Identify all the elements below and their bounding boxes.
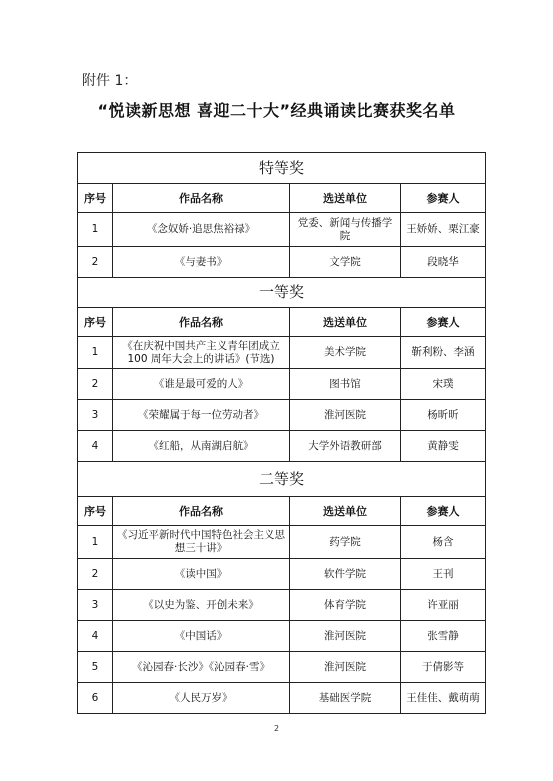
- participant: 许亚丽: [401, 590, 486, 621]
- submitting-unit: 体育学院: [290, 590, 401, 621]
- work-title: 《荣耀属于每一位劳动者》: [113, 400, 290, 431]
- section-header-second: [78, 462, 486, 497]
- participant: 黄静雯: [401, 431, 486, 462]
- column-header-number: 序号: [78, 308, 113, 337]
- row-number: 3: [78, 400, 113, 431]
- row-number: 4: [78, 621, 113, 652]
- column-header-unit: 选送单位: [290, 184, 401, 213]
- work-title: 《谁是最可爱的人》: [113, 369, 290, 400]
- column-header-row: [78, 497, 486, 526]
- work-title: 《在庆祝中国共产主义青年团成立 100 周年大会上的讲话》(节选): [113, 337, 290, 369]
- submitting-unit: 党委、新闻与传播学院: [290, 213, 401, 247]
- section-title: 一等奖: [78, 278, 486, 308]
- row-number: 2: [78, 247, 113, 278]
- table-row: [78, 559, 486, 590]
- work-title: 《读中国》: [113, 559, 290, 590]
- table-row: [78, 247, 486, 278]
- participant: 王刊: [401, 559, 486, 590]
- section-title: 二等奖: [78, 462, 486, 497]
- work-title: 《念奴娇·追思焦裕禄》: [113, 213, 290, 247]
- row-number: 1: [78, 526, 113, 559]
- participant: 靳利粉、李涵: [401, 337, 486, 369]
- column-header-person: 参赛人: [401, 497, 486, 526]
- row-number: 2: [78, 369, 113, 400]
- table-row: [78, 400, 486, 431]
- participant: 王佳佳、戴萌萌: [401, 683, 486, 714]
- section-title: 特等奖: [78, 153, 486, 184]
- row-number: 1: [78, 337, 113, 369]
- table-row: [78, 213, 486, 247]
- work-title: 《与妻书》: [113, 247, 290, 278]
- table-row: [78, 526, 486, 559]
- work-title: 《以史为鉴、开创未来》: [113, 590, 290, 621]
- section-header-special: [78, 153, 486, 184]
- column-header-row: [78, 184, 486, 213]
- participant: 杨含: [401, 526, 486, 559]
- submitting-unit: 图书馆: [290, 369, 401, 400]
- work-title: 《沁园春·长沙》《沁园春·雪》: [113, 652, 290, 683]
- row-number: 2: [78, 559, 113, 590]
- participant: 段晓华: [401, 247, 486, 278]
- participant: 张雪静: [401, 621, 486, 652]
- table-row: [78, 652, 486, 683]
- row-number: 3: [78, 590, 113, 621]
- column-header-number: 序号: [78, 497, 113, 526]
- work-title: 《习近平新时代中国特色社会主义思想三十讲》: [113, 526, 290, 559]
- participant: 王娇娇、栗江豪: [401, 213, 486, 247]
- row-number: 4: [78, 431, 113, 462]
- column-header-work: 作品名称: [113, 497, 290, 526]
- table-row: [78, 590, 486, 621]
- row-number: 6: [78, 683, 113, 714]
- column-header-work: 作品名称: [113, 184, 290, 213]
- submitting-unit: 美术学院: [290, 337, 401, 369]
- submitting-unit: 大学外语教研部: [290, 431, 401, 462]
- submitting-unit: 软件学院: [290, 559, 401, 590]
- participant: 于倩影等: [401, 652, 486, 683]
- work-title: 《红船，从南湖启航》: [113, 431, 290, 462]
- column-header-unit: 选送单位: [290, 497, 401, 526]
- work-title: 《中国话》: [113, 621, 290, 652]
- table-row: [78, 431, 486, 462]
- submitting-unit: 淮河医院: [290, 400, 401, 431]
- column-header-unit: 选送单位: [290, 308, 401, 337]
- submitting-unit: 药学院: [290, 526, 401, 559]
- document-title: “悦读新思想 喜迎二十大”经典诵读比赛获奖名单: [97, 101, 456, 120]
- work-title: 《人民万岁》: [113, 683, 290, 714]
- row-number: 5: [78, 652, 113, 683]
- column-header-number: 序号: [78, 184, 113, 213]
- submitting-unit: 文学院: [290, 247, 401, 278]
- column-header-person: 参赛人: [401, 184, 486, 213]
- award-list-table: [77, 152, 486, 714]
- table-row: [78, 337, 486, 369]
- section-header-first: [78, 278, 486, 308]
- page-number: 2: [273, 724, 280, 733]
- submitting-unit: 淮河医院: [290, 621, 401, 652]
- submitting-unit: 基础医学院: [290, 683, 401, 714]
- submitting-unit: 淮河医院: [290, 652, 401, 683]
- attachment-label: 附件 1：: [82, 73, 138, 89]
- table-row: [78, 621, 486, 652]
- participant: 宋璞: [401, 369, 486, 400]
- participant: 杨昕昕: [401, 400, 486, 431]
- row-number: 1: [78, 213, 113, 247]
- table-row: [78, 369, 486, 400]
- column-header-row: [78, 308, 486, 337]
- table-row: [78, 683, 486, 714]
- column-header-work: 作品名称: [113, 308, 290, 337]
- column-header-person: 参赛人: [401, 308, 486, 337]
